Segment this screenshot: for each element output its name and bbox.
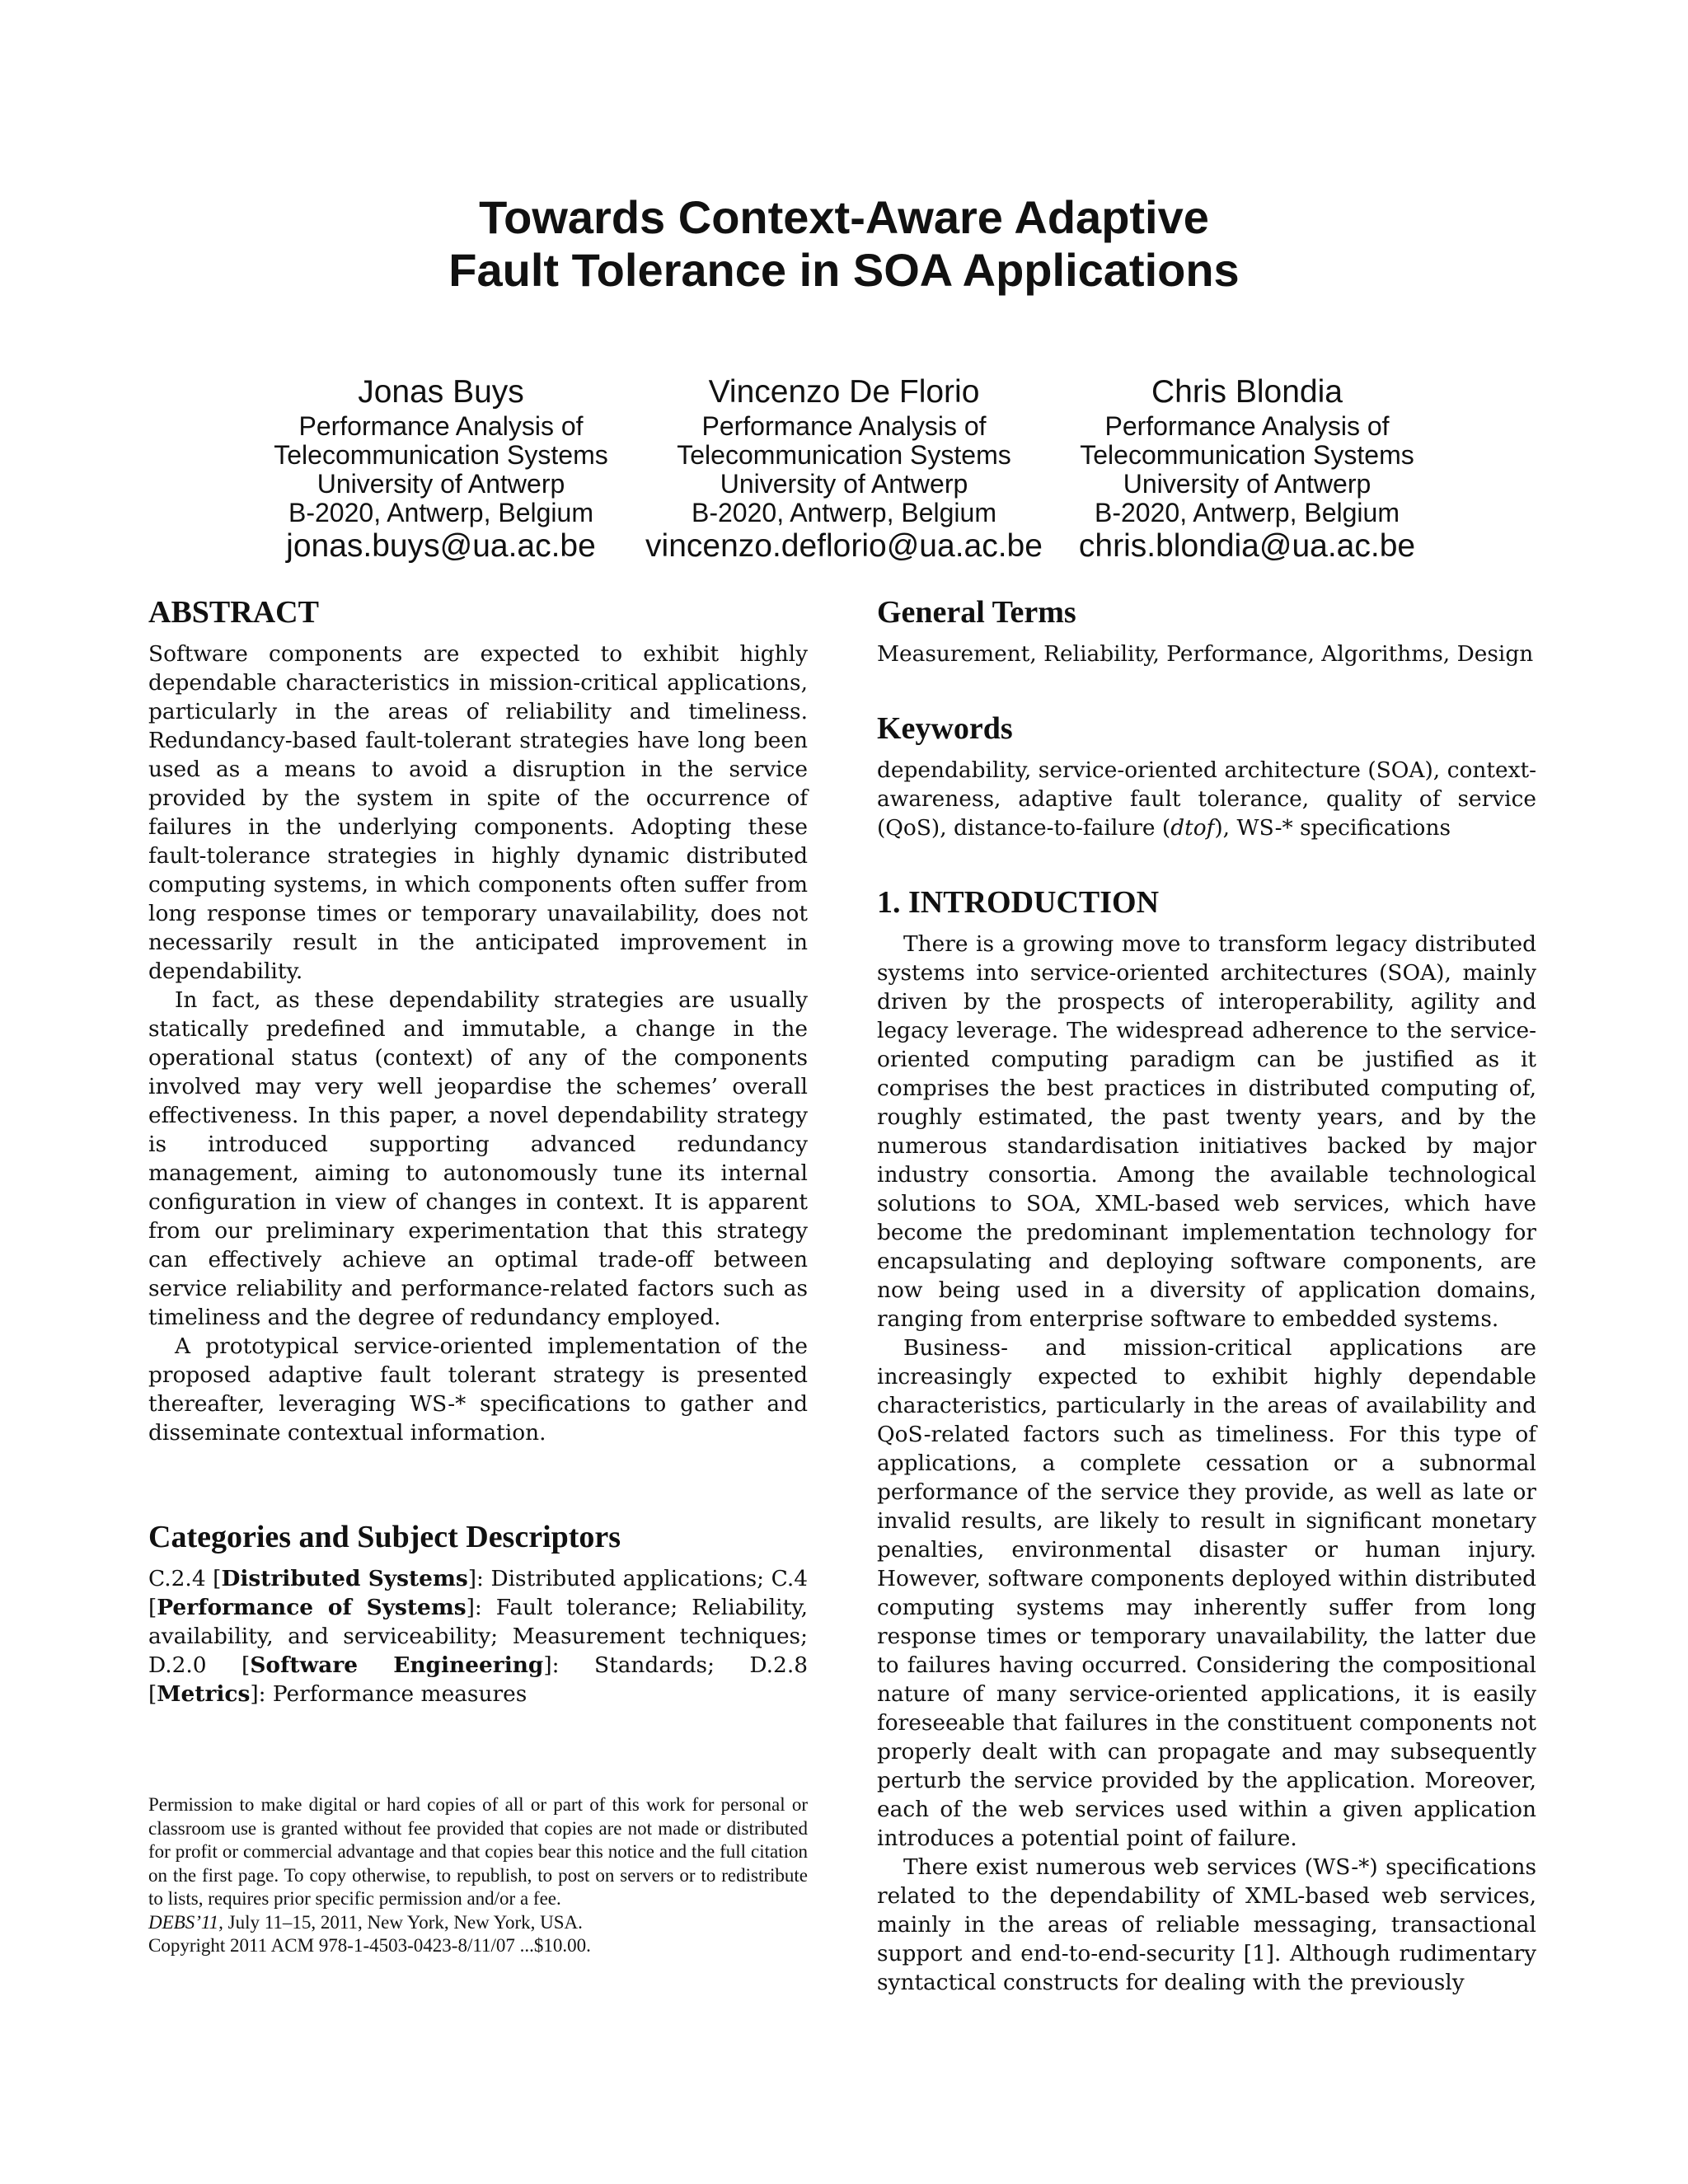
paper-title [0, 191, 1688, 297]
author-address: B-2020, Antwerp, Belgium [1095, 498, 1400, 527]
author-affiliation: University of Antwerp [316, 469, 565, 499]
introduction-heading: 1. INTRODUCTION [877, 885, 1160, 920]
conference-info [148, 1911, 808, 1935]
right-column [877, 593, 1536, 1997]
intro-paragraph-1: There is a growing move to transform legacy distributed systems into service-oriented architectures (SOA), mainly driven by the prospects of interoperability, agility and legacy leverage. The widespread adherence to the service-oriented computing paradigm can be justified as it comprises the best practices in distributed computing of, roughly estimated, the past twenty years, and by the numerous standardisation initiatives backed by major industry consortia. Among the available technological solutions to SOA, XML-based web services, which have become the predominant implementation technology for encapsulating and deploying software components, are now being used in a diversity of application domains, ranging from enterprise software to embedded systems. [877, 931, 1536, 1332]
author-affiliation: Performance Analysis of [1104, 411, 1390, 441]
author-email[interactable]: chris.blondia@ua.ac.be [1078, 528, 1416, 564]
intro-paragraph-2: Business- and mission-critical applications are increasingly expected to exhibit highly dependable characteristics, particularly in the areas of availability and QoS-related factors such as timeliness. For this type of applications, a complete cessation or a subnormal performance of the service they provide, as well as late or invalid results, are likely to result in significant monetary penalties, environmental disaster or human injury. However, software components deployed within distributed computing systems may inherently suffer from long response times or temporary unavailability, the latter due to failures having occurred. Considering the compositional nature of many service-oriented applications, it is easily foreseeable that failures in the constituent components not properly dealt with can propagate and may subsequently perturb the service provided by the application. Moreover, each of the web services used within a given application introduces a potential point of failure. [877, 1335, 1536, 1851]
author-2 [630, 373, 1058, 565]
intro-paragraph-3: There exist numerous web services (WS-*) specifications related to the dependability of XML-based web services, mainly in the areas of reliable messaging, transactional support and end-to-end-security [1]. Although rudimentary syntactical constructs for dealing with the previously [877, 1854, 1536, 1995]
keywords-part: ), WS-* specifications [1214, 815, 1451, 841]
general-terms-heading: General Terms [877, 595, 1076, 630]
abstract-paragraph-3: A prototypical service-oriented implementation of the proposed adaptive fault tolerant strategy is presented thereafter, leveraging WS-* specifications to gather and disseminate contextual information. [148, 1333, 808, 1446]
author-address: B-2020, Antwerp, Belgium [692, 498, 996, 527]
keywords-heading: Keywords [877, 711, 1013, 746]
author-name: Vincenzo De Florio [708, 374, 980, 410]
category-keyword: Performance of Systems [157, 1595, 467, 1620]
keywords-part: dependability, service-oriented architecture (SOA), context-awareness, adaptive fault tolerance, quality of service (QoS), distance-to-failure ( [877, 757, 1536, 841]
author-email[interactable]: jonas.buys@ua.ac.be [286, 528, 596, 564]
author-block [0, 373, 1688, 570]
category-keyword: Metrics [157, 1681, 251, 1707]
spacer [877, 842, 1536, 883]
categories-code: ]: Performance measures [250, 1681, 528, 1707]
category-keyword: Software Engineering [250, 1652, 544, 1678]
abstract-heading: ABSTRACT [148, 595, 319, 630]
keywords-text [877, 756, 1536, 842]
author-affiliation: Performance Analysis of [701, 411, 987, 441]
abstract-paragraph-1: Software components are expected to exhibit highly dependable characteristics in mission-critical applications, particularly in the areas of reliability and timeliness. Redundancy-based fault-tolerant strategies have long been used as a means to avoid a disruption in the service provided by the system in spite of the occurrence of failures in the underlying components. Adopting these fault-tolerance strategies in highly dynamic distributed computing systems, in which components often suffer from long response times or temporary unavailability, does not necessarily result in the anticipated improvement in dependability. [148, 641, 808, 984]
author-address: B-2020, Antwerp, Belgium [288, 498, 593, 527]
copyright-line: Copyright 2011 ACM 978-1-4503-0423-8/11/07 ...$10.00. [148, 1935, 591, 1956]
categories-code: ]: Fault tolerance; Reliability, availability, and serviceability; Measurement techniques; D.2.0 [ [148, 1595, 808, 1678]
author-1 [227, 373, 655, 565]
author-3 [1033, 373, 1461, 565]
author-affiliation: Telecommunication Systems [274, 440, 608, 470]
author-affiliation: University of Antwerp [720, 469, 968, 499]
general-terms-text: Measurement, Reliability, Performance, Algorithms, Design [877, 641, 1534, 667]
categories-code: ]: Standards; D.2.8 [ [148, 1652, 809, 1707]
author-name: Jonas Buys [358, 374, 524, 410]
keyword-dtof: dtof [1170, 815, 1215, 841]
categories-heading: Categories and Subject Descriptors [148, 1520, 621, 1554]
category-keyword: Distributed Systems [221, 1566, 468, 1591]
left-column [148, 593, 808, 1708]
author-affiliation: University of Antwerp [1123, 469, 1372, 499]
author-email[interactable]: vincenzo.deflorio@ua.ac.be [645, 528, 1043, 564]
permission-notice [148, 1793, 808, 1958]
conference-name: DEBS’11, [148, 1911, 223, 1933]
categories-text [148, 1564, 808, 1708]
permission-text: Permission to make digital or hard copies of all or part of this work for personal or classroom use is granted without fee provided that copies are not made or distributed for profit or commercial advantage and that copies bear this notice and the full citation on the first page. To copy otherwise, to republish, to post on servers or to redistribute to lists, requires prior specific permission and/or a fee. [148, 1794, 808, 1909]
spacer [877, 668, 1536, 710]
spacer [148, 1447, 808, 1518]
categories-code: ]: Distributed applications; C.4 [ [148, 1566, 808, 1620]
author-affiliation: Performance Analysis of [298, 411, 584, 441]
title-line-2: Fault Tolerance in SOA Applications [448, 244, 1240, 296]
author-affiliation: Telecommunication Systems [1080, 440, 1414, 470]
categories-code: C.2.4 [ [148, 1566, 222, 1591]
author-affiliation: Telecommunication Systems [677, 440, 1011, 470]
author-name: Chris Blondia [1151, 374, 1343, 410]
title-line-1: Towards Context-Aware Adaptive [479, 191, 1209, 243]
conference-details: July 11–15, 2011, New York, New York, USA. [223, 1911, 583, 1933]
abstract-paragraph-2: In fact, as these dependability strategies are usually statically predefined and immutable, a change in the operational status (context) of any of the components involved may very well jeopardise the schemes’ overall effectiveness. In this paper, a novel dependability strategy is introduced supporting advanced redundancy management, aiming to autonomously tune its internal configuration in view of changes in context. It is apparent from our preliminary experimentation that this strategy can effectively achieve an optimal trade-off between service reliability and performance-related factors such as timeliness and the degree of redundancy employed. [148, 987, 808, 1330]
